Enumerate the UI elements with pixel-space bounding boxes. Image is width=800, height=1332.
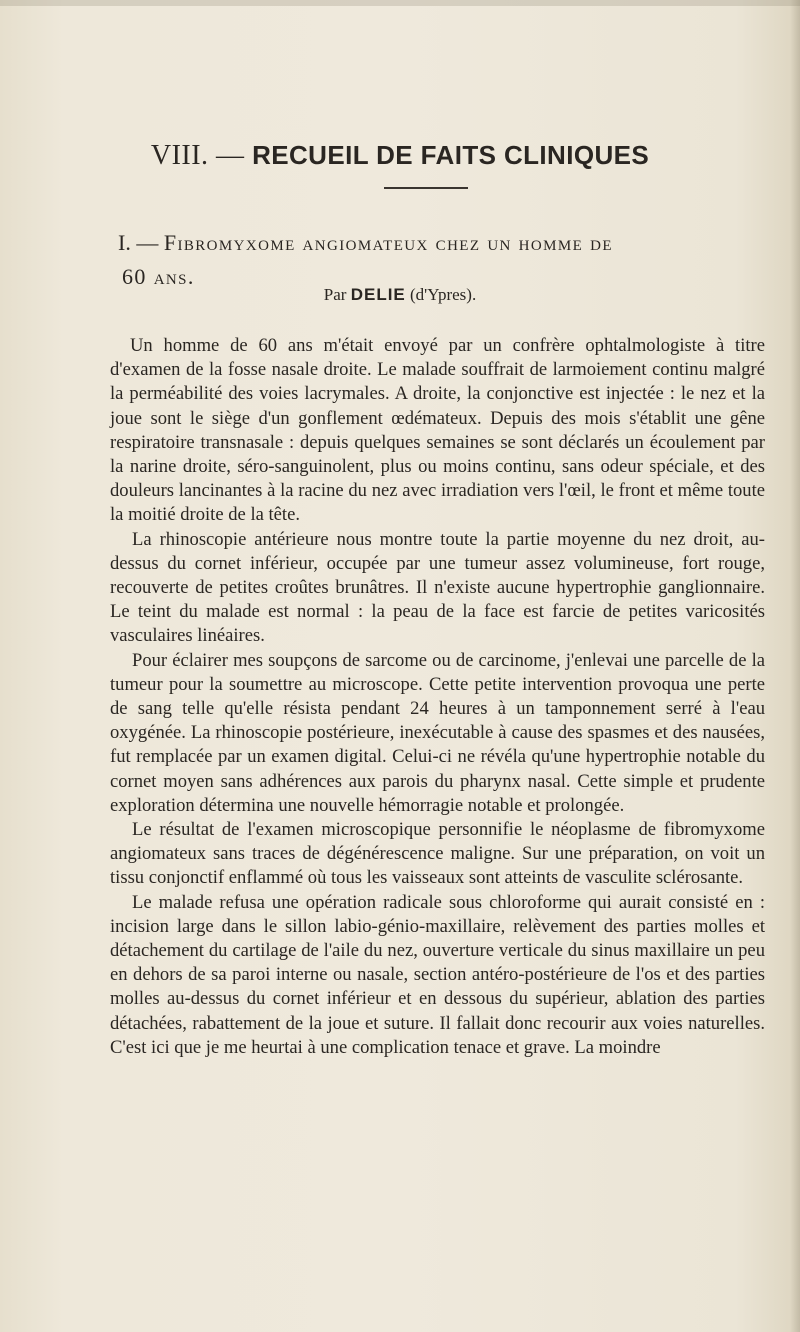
paragraph: Le résultat de l'examen microscopique personnifie le néoplasme de fibromyxome angiomateux sans traces de dégénérescence maligne. Sur une préparation, on voit un tissu conjonctif enflammé où tous les vaisseaux sont atteints de vasculite sclérosante. — [110, 819, 765, 889]
section-number: VIII. — — [150, 140, 245, 171]
article-body — [110, 334, 765, 1060]
paragraph: Pour éclairer mes soupçons de sarcome ou de carcinome, j'enlevai une parcelle de la tumeur pour la soumettre au microscope. Cette petite intervention provoqua une perte de sang telle qu'elle résista pendant 24 heures à un tamponnement serré à l'eau oxygénée. La rhinoscopie postérieure, inexécutable à cause des spasmes et des nausées, fut remplacée par un examen digital. Celui-ci ne révéla qu'une hypertrophie notable du cornet moyen sans adhérences aux parois du pharynx nasal. Cette simple et prudente exploration détermina une nouvelle hémorragie notable et prolongée. — [110, 649, 765, 816]
article-title-line1: Fibromyxome angiomateux chez un homme de — [163, 230, 613, 255]
byline — [0, 285, 800, 305]
page-top-edge — [0, 0, 800, 6]
paragraph: Un homme de 60 ans m'était envoyé par un confrère ophtalmologiste à titre d'examen de la fosse nasale droite. Le malade souffrait de larmoiement continu malgré la perméabilité des voies lacrymales. A droite, la conjonctive est injectée : le nez et la joue sont le siège d'un gonflement œdémateux. Depuis des mois s'établit une gêne respiratoire transnasale : depuis quelques semaines se sont déclarés un écoulement par la narine droite, séro-sanguinolent, plus ou moins continu, sans odeur spéciale, et des douleurs lancinantes à la racine du nez avec irradiation vers l'œil, le front et même toute la moitié droite de la tête. — [110, 335, 765, 526]
paragraph: La rhinoscopie antérieure nous montre toute la partie moyenne du nez droit, au-dessus du cornet inférieur, occupée par une tumeur assez volumineuse, fort rouge, recouverte de petites croûtes brunâtres. Il n'existe aucune hypertrophie ganglionnaire. Le teint du malade est normal : la peau de la face est farcie de petites varicosités vasculaires linéaires. — [110, 528, 765, 647]
paragraph: Le malade refusa une opération radicale sous chloroforme qui aurait consisté en : incision large dans le sillon labio-génio-maxillaire, relèvement des parties molles et détachement du cartilage de l'aile du nez, ouverture verticale du sinus maxillaire un peu en dehors de sa paroi interne ou nasale, section antéro-postérieure de l'os et des parties molles au-dessus du cornet inférieur et en dessous du supérieur, ablation des parties détachées, rabattement de la joue et suture. Il fallait donc recourir aux voies naturelles. C'est ici que je me heurtai à une complication tenace et grave. La moindre — [110, 891, 765, 1058]
section-heading — [0, 140, 800, 172]
article-title-line2: 60 ans. — [122, 264, 195, 289]
byline-prefix: Par — [323, 285, 347, 304]
article-number: I. — — [118, 230, 159, 255]
page-right-edge — [790, 0, 800, 1332]
article-title — [118, 226, 768, 294]
heading-rule — [384, 187, 468, 189]
section-title: RECUEIL DE FAITS CLINIQUES — [252, 140, 650, 170]
author-location: (d'Ypres). — [410, 285, 477, 304]
author-name: DELIE — [350, 285, 406, 304]
